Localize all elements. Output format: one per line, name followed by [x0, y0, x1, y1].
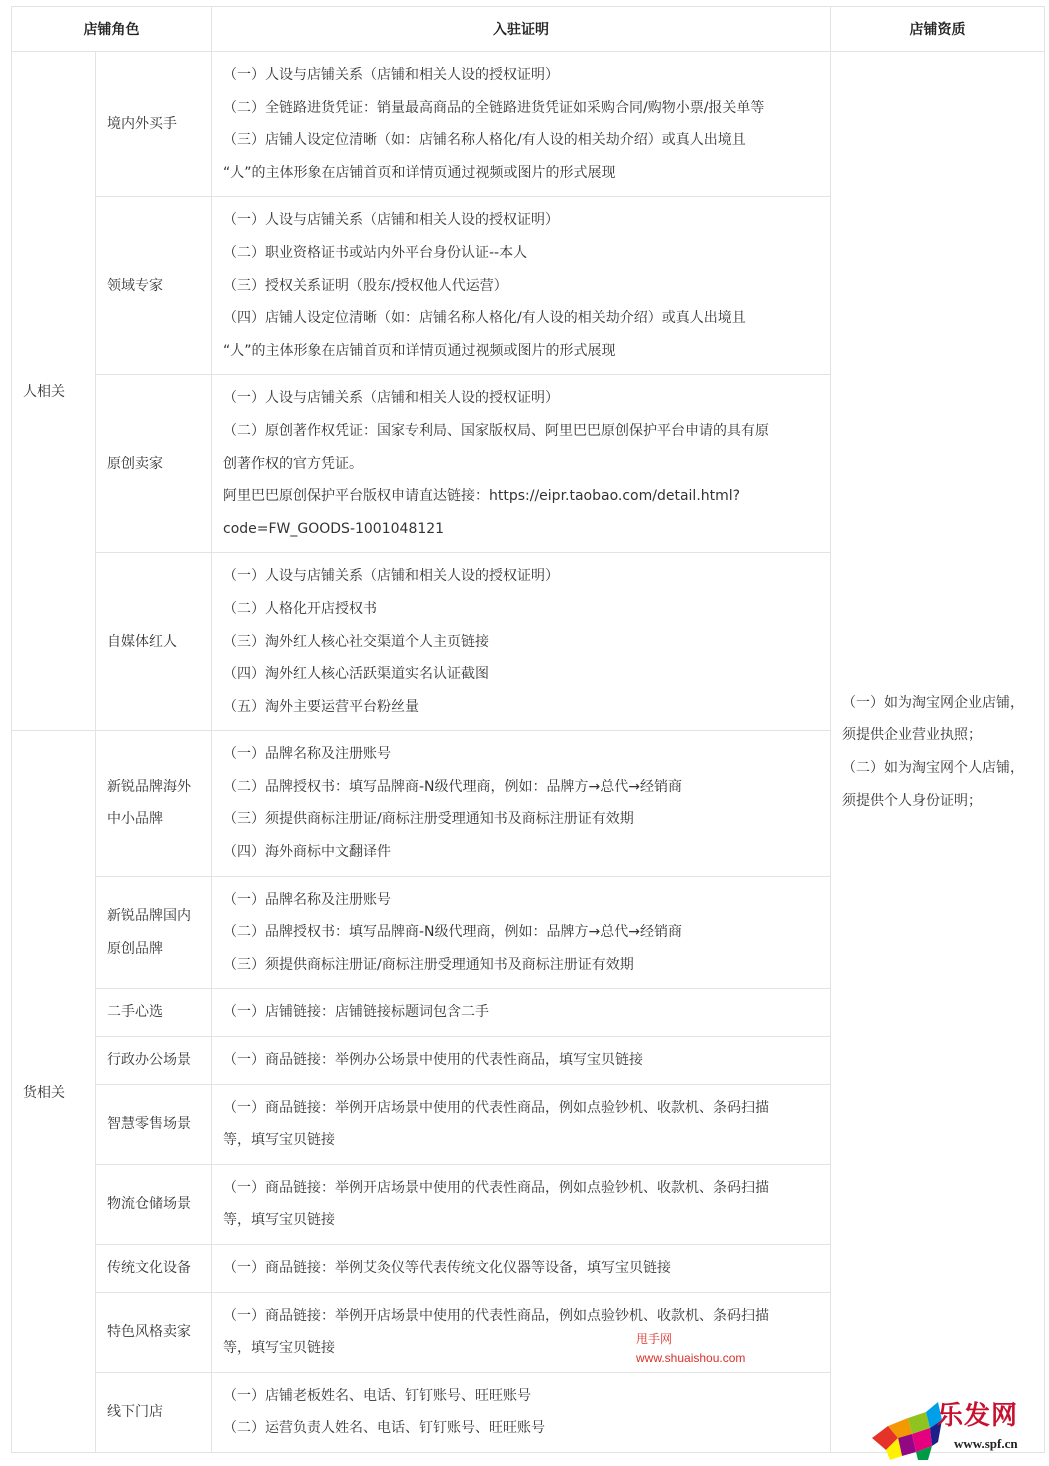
proof-line: （一）人设与店铺关系（店铺和相关人设的授权证明） [223, 67, 559, 83]
proof-line: （一）商品链接：举例开店场景中使用的代表性商品，例如点验钞机、收款机、条码扫描 [223, 1307, 769, 1324]
proof-link-line: code=FW_GOODS-1001048121 [223, 520, 445, 537]
proof-line: （一）人设与店铺关系（店铺和相关人设的授权证明） [223, 568, 559, 585]
proof-line: 等，填写宝贝链接 [223, 1340, 335, 1357]
proof-line: “人”的主体形象在店铺首页和详情页通过视频或图片的形式展现 [223, 164, 616, 181]
proof-line: （一）品牌名称及注册账号 [223, 746, 391, 763]
logo-name: 乐发网 [937, 1401, 1019, 1431]
proof-cell [212, 52, 831, 197]
proof-cell [212, 1164, 831, 1244]
role-label: 智慧零售场景 [107, 1115, 191, 1132]
proof-line: （二）人格化开店授权书 [223, 600, 377, 617]
proof-line: （三）授权关系证明（股东/授权他人代运营） [223, 277, 508, 294]
proof-line: （三）淘外红人核心社交渠道个人主页链接 [223, 633, 489, 650]
proof-cell [212, 197, 831, 375]
proof-cell [212, 1245, 831, 1293]
proof-line: （三）须提供商标注册证/商标注册受理通知书及商标注册证有效期 [223, 956, 634, 973]
proof-cell [212, 731, 831, 876]
proof-line: （二）全链路进货凭证：销量最高商品的全链路进货凭证如采购合同/购物小票/报关单等 [223, 99, 765, 116]
proof-cell [212, 876, 831, 989]
role-cell [96, 52, 212, 197]
store-entry-table [11, 6, 1045, 1453]
header-store-qualification: 店铺资质 [831, 7, 1045, 52]
role-label: 新锐品牌海外中小品牌 [107, 778, 191, 828]
proof-line: （一）店铺老板姓名、电话、钉钉账号、旺旺账号 [223, 1387, 531, 1404]
role-cell [96, 1292, 212, 1372]
watermark-name: 甩手网 [636, 1332, 673, 1346]
proof-cell [212, 1037, 831, 1085]
proof-line: 等，填写宝贝链接 [223, 1212, 335, 1229]
proof-line: （四）店铺人设定位清晰（如：店铺名称人格化/有人设的相关劫介绍）或真人出境且 [223, 310, 746, 327]
proof-line: （四）淘外红人核心活跃渠道实名认证截图 [223, 666, 489, 683]
proof-cell [212, 553, 831, 731]
role-label: 线下门店 [107, 1404, 163, 1421]
proof-line: 等，填写宝贝链接 [223, 1132, 335, 1149]
proof-line: （一）商品链接：举例开店场景中使用的代表性商品，例如点验钞机、收款机、条码扫描 [223, 1179, 769, 1196]
role-cell [96, 989, 212, 1037]
proof-line: （二）运营负责人姓名、电话、钉钉账号、旺旺账号 [223, 1420, 545, 1437]
role-cell [96, 375, 212, 553]
proof-line: “人”的主体形象在店铺首页和详情页通过视频或图片的形式展现 [223, 342, 616, 359]
role-cell [96, 1037, 212, 1085]
proof-cell [212, 1084, 831, 1164]
qualification-line: （二）如为淘宝网个人店铺，须提供个人身份证明； [842, 759, 1024, 809]
role-cell [96, 876, 212, 989]
proof-line: （五）淘外主要运营平台粉丝量 [223, 698, 419, 715]
role-cell [96, 553, 212, 731]
proof-line: （二）品牌授权书：填写品牌商-N级代理商，例如：品牌方→总代→经销商 [223, 778, 682, 795]
proof-cell [212, 1372, 831, 1452]
role-label: 原创卖家 [107, 455, 163, 472]
role-label: 新锐品牌国内原创品牌 [107, 907, 191, 957]
proof-line: （三）须提供商标注册证/商标注册受理通知书及商标注册证有效期 [223, 811, 634, 828]
role-label: 特色风格卖家 [107, 1323, 191, 1340]
role-cell [96, 1084, 212, 1164]
proof-cell [212, 989, 831, 1037]
role-label: 物流仓储场景 [107, 1196, 191, 1213]
proof-line: （一）人设与店铺关系（店铺和相关人设的授权证明） [223, 212, 559, 229]
proof-line: （三）店铺人设定位清晰（如：店铺名称人格化/有人设的相关劫介绍）或真人出境且 [223, 132, 746, 149]
role-label: 行政办公场景 [107, 1052, 191, 1069]
proof-line: （一）商品链接：举例艾灸仪等代表传统文化仪器等设备，填写宝贝链接 [223, 1260, 671, 1276]
role-cell [96, 731, 212, 876]
proof-line: （一）人设与店铺关系（店铺和相关人设的授权证明） [223, 390, 559, 407]
role-label: 自媒体红人 [107, 633, 177, 650]
category-people: 人相关 [12, 52, 96, 731]
role-label: 传统文化设备 [107, 1260, 191, 1276]
role-label: 境内外买手 [107, 115, 177, 132]
role-cell [96, 1245, 212, 1293]
proof-cell [212, 375, 831, 553]
qualification-cell [831, 52, 1045, 1453]
proof-line: 创著作权的官方凭证。 [223, 455, 363, 472]
category-goods: 货相关 [12, 731, 96, 1453]
proof-line: （一）品牌名称及注册账号 [223, 891, 391, 908]
logo-url: www.spf.cn [954, 1436, 1018, 1451]
role-cell [96, 197, 212, 375]
proof-line: （二）品牌授权书：填写品牌商-N级代理商，例如：品牌方→总代→经销商 [223, 924, 682, 941]
proof-line: （一）商品链接：举例开店场景中使用的代表性商品，例如点验钞机、收款机、条码扫描 [223, 1099, 769, 1116]
header-store-role: 店铺角色 [12, 7, 212, 52]
role-cell [96, 1372, 212, 1452]
table-row [12, 52, 1045, 197]
watermark-url: www.shuaishou.com [636, 1351, 746, 1365]
proof-line: （四）海外商标中文翻译件 [223, 844, 391, 861]
role-label: 二手心选 [107, 1004, 163, 1021]
header-entry-proof: 入驻证明 [212, 7, 831, 52]
qualification-line: （一）如为淘宝网企业店铺，须提供企业营业执照； [842, 694, 1024, 744]
role-cell [96, 1164, 212, 1244]
proof-line: （一）店铺链接：店铺链接标题词包含二手 [223, 1004, 489, 1021]
proof-line: （二）职业资格证书或站内外平台身份认证--本人 [223, 244, 528, 261]
role-label: 领域专家 [107, 277, 163, 294]
proof-link-line: 阿里巴巴原创保护平台版权申请直达链接：https://eipr.taobao.com/detail.html? [223, 488, 741, 505]
proof-line: （一）商品链接：举例办公场景中使用的代表性商品，填写宝贝链接 [223, 1052, 643, 1069]
table-header-row [12, 7, 1045, 52]
proof-line: （二）原创著作权凭证：国家专利局、国家版权局、阿里巴巴原创保护平台申请的具有原 [223, 422, 769, 439]
